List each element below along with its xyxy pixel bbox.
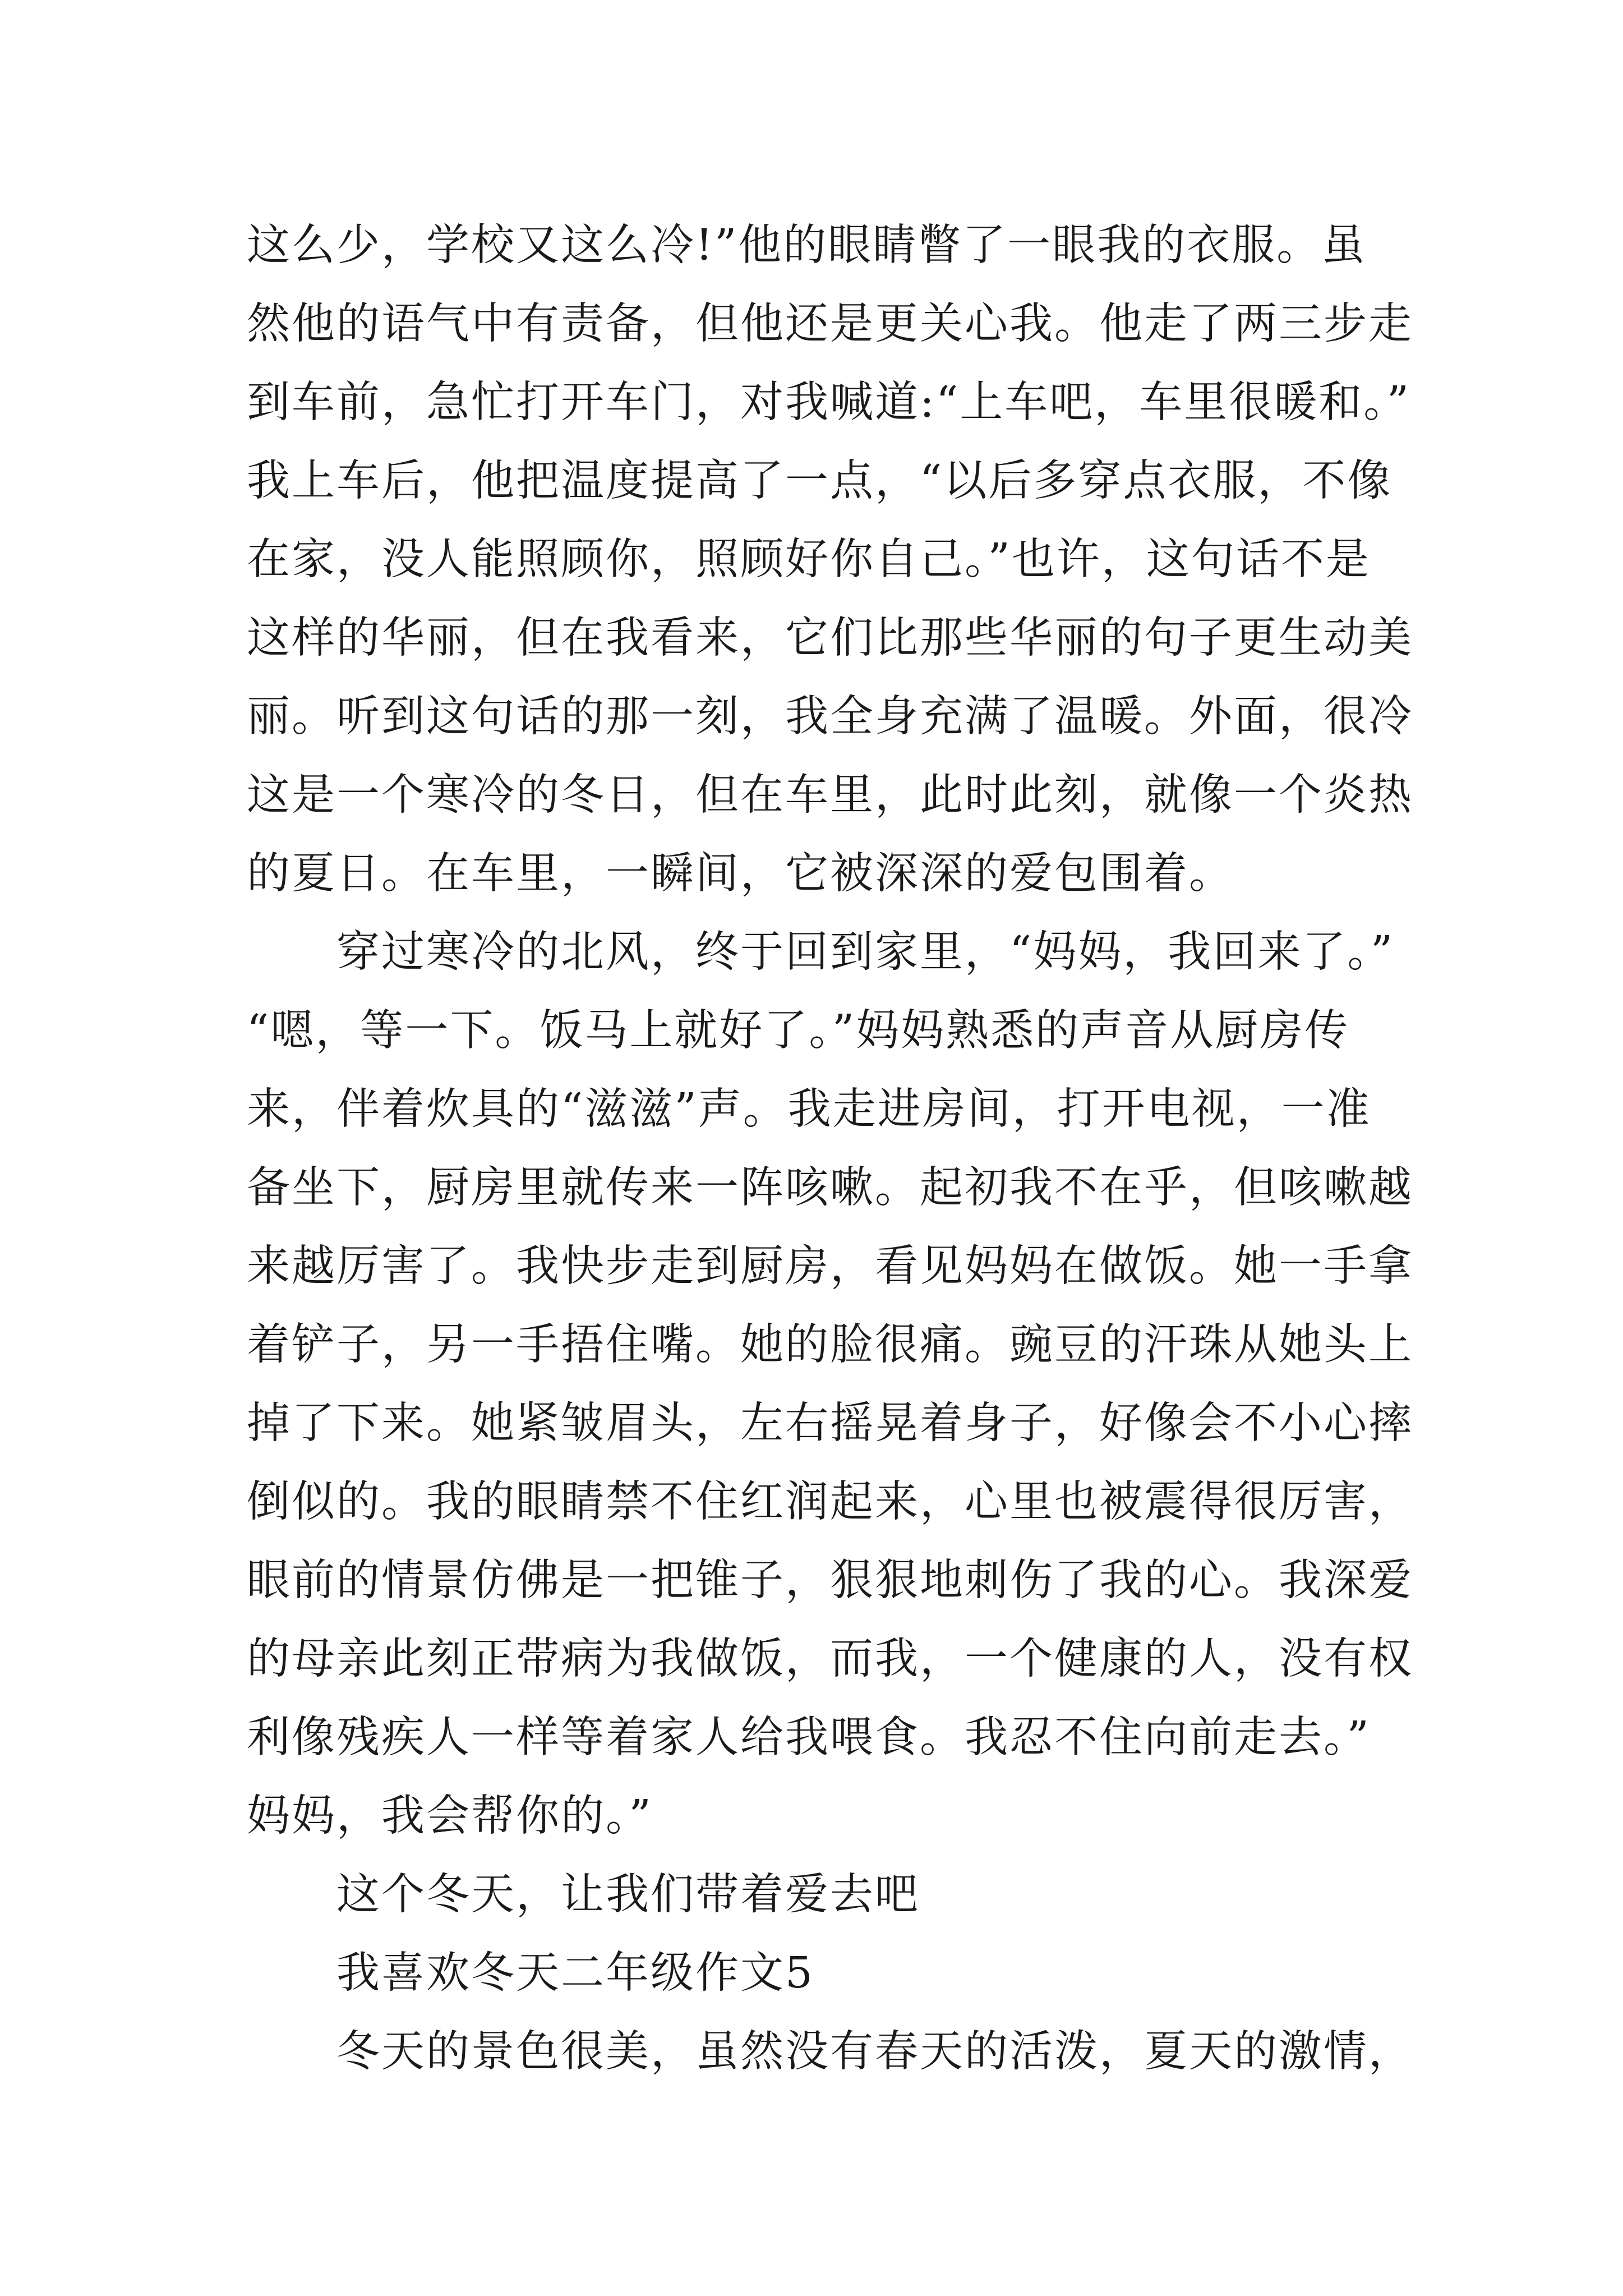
closing-line: 这个冬天，让我们带着爱去吧 — [336, 1870, 920, 1920]
text-line: 的夏日。在车里，一瞬间，它被深深的爱包围着。 — [247, 849, 1234, 899]
text-line: 这是一个寒冷的冬日，但在车里，此时此刻，就像一个炎热 — [247, 770, 1413, 820]
text-line: 着铲子，另一手捂住嘴。她的脸很痛。豌豆的汗珠从她头上 — [247, 1320, 1413, 1370]
text-line: 在家，没人能照顾你，照顾好你自己。”也许，这句话不是 — [247, 535, 1371, 585]
essay-text — [247, 206, 1413, 2091]
text-line: 的母亲此刻正带病为我做饭，而我，一个健康的人，没有权 — [247, 1634, 1413, 1684]
paragraph-start-line: 穿过寒冷的北风，终于回到家里，“妈妈，我回来了。” — [336, 927, 1395, 977]
text-line: 丽。听到这句话的那一刻，我全身充满了温暖。外面，很冷 — [247, 692, 1413, 742]
text-line: 来，伴着炊具的“滋滋”声。我走进房间，打开电视，一准 — [247, 1084, 1371, 1134]
text-line: 利像残疾人一样等着家人给我喂食。我忍不住向前走去。” — [247, 1713, 1371, 1763]
text-line: 然他的语气中有责备，但他还是更关心我。他走了两三步走 — [247, 299, 1413, 349]
text-line: 我上车后，他把温度提高了一点，“以后多穿点衣服，不像 — [247, 456, 1393, 506]
text-line: 来越厉害了。我快步走到厨房，看见妈妈在做饭。她一手拿 — [247, 1241, 1413, 1291]
text-line: 这么少，学校又这么冷!”他的眼睛瞥了一眼我的衣服。虽 — [247, 220, 1367, 270]
text-line: 倒似的。我的眼睛禁不住红润起来，心里也被震得很厉害， — [247, 1477, 1413, 1527]
text-line: 眼前的情景仿佛是一把锥子，狠狠地刺伤了我的心。我深爱 — [247, 1556, 1413, 1605]
text-line: “嗯，等一下。饭马上就好了。”妈妈熟悉的声音从厨房传 — [247, 1006, 1350, 1056]
text-line: 这样的华丽，但在我看来，它们比那些华丽的句子更生动美 — [247, 613, 1413, 663]
paragraph-start-line: 冬天的景色很美，虽然没有春天的活泼，夏天的激情， — [336, 2027, 1413, 2077]
text-line: 妈妈，我会帮你的。” — [247, 1791, 653, 1841]
section-heading: 我喜欢冬天二年级作文5 — [336, 1948, 814, 1998]
text-line: 到车前，急忙打开车门，对我喊道:“上车吧，车里很暖和。” — [247, 378, 1411, 427]
text-line: 备坐下，厨房里就传来一阵咳嗽。起初我不在乎，但咳嗽越 — [247, 1163, 1413, 1213]
text-line: 掉了下来。她紧皱眉头，左右摇晃着身子，好像会不小心摔 — [247, 1398, 1413, 1448]
